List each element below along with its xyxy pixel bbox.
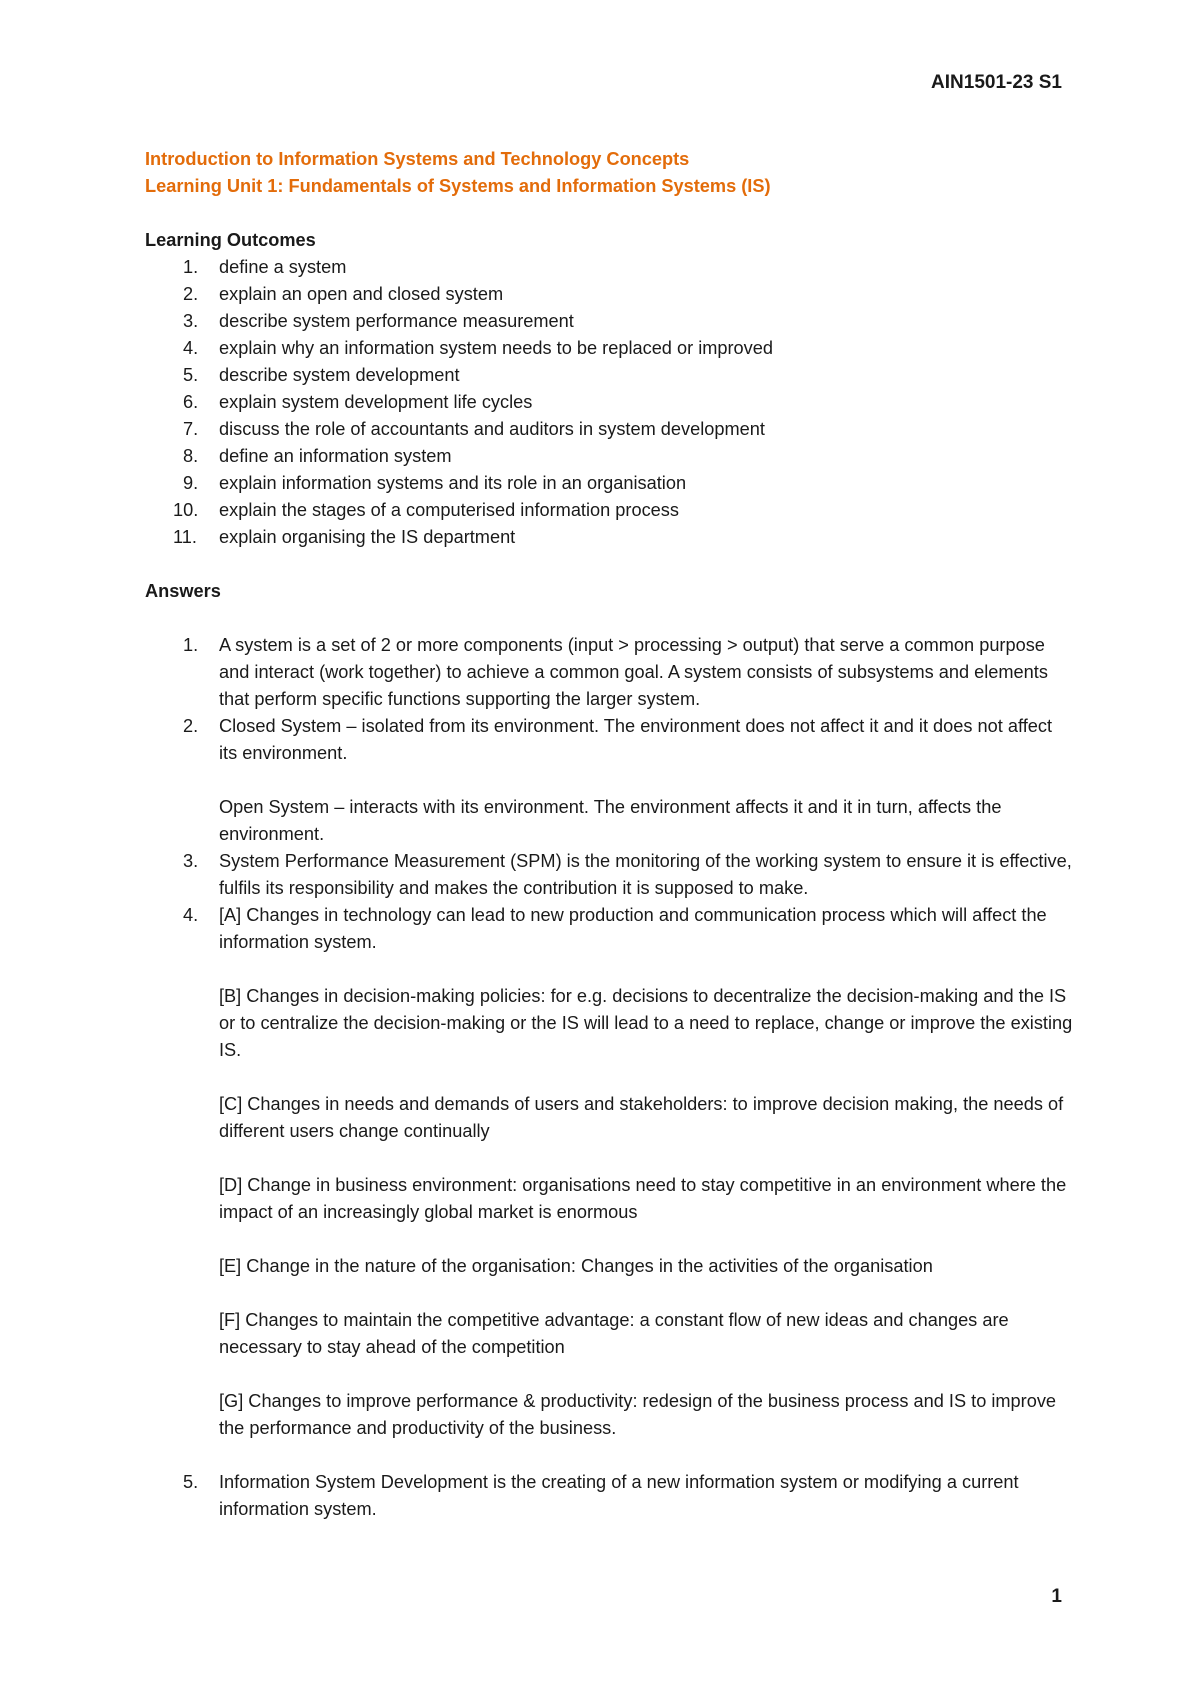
answer-paragraph: [E] Change in the nature of the organisation: Changes in the activities of the organisation (219, 1256, 933, 1276)
list-item: 2. explain an open and closed system (183, 284, 504, 304)
answer-paragraph: System Performance Measurement (SPM) is the monitoring of the working system to ensure it is effective, fulfils its responsibility and makes the contribution it is supposed to make. (219, 851, 1072, 898)
answer-paragraph: [F] Changes to maintain the competitive advantage: a constant flow of new ideas and changes are necessary to stay ahead of the competition (219, 1310, 1009, 1357)
page-number: 1 (1051, 1586, 1062, 1607)
answer-paragraph: Closed System – isolated from its environment. The environment does not affect it and it does not affect its environment. (219, 716, 1053, 763)
document-content (145, 146, 1075, 1523)
learning-unit-title: Learning Unit 1: Fundamentals of Systems and Information Systems (IS) (145, 176, 771, 196)
list-item: 7. discuss the role of accountants and auditors in system development (183, 419, 765, 439)
answer-paragraph: Information System Development is the creating of a new information system or modifying a current information system. (219, 1472, 1019, 1519)
list-item: 4. explain why an information system needs to be replaced or improved (183, 338, 773, 358)
list-item: 5. describe system development (183, 365, 460, 385)
document-title: Introduction to Information Systems and Technology Concepts (145, 149, 690, 169)
list-item: 10. explain the stages of a computerised information process (173, 500, 679, 520)
list-item: 8. define an information system (183, 446, 452, 466)
answer-paragraph: Open System – interacts with its environment. The environment affects it and it in turn, affects the environment. (219, 797, 1002, 844)
answer-paragraph: [D] Change in business environment: organisations need to stay competitive in an environment where the impact of an increasingly global market is enormous (219, 1175, 1067, 1222)
answer-4: 4. [A] Changes in technology can lead to new production and communication process which will affect the information system. [B] Changes in decision-making policies: for e.g. decisions to decentralize the decision-making and the IS or to centralize the decision-making or the IS will lead to a need to replace, change or improve the existing IS. [C] Changes in needs and demands of users and stakeholders: to improve decision making, the needs of different users change continually [D] Change in business environment: organisations need to stay competitive in an environment where the impact of an increasingly global market is enormous [E] Change in the nature of the organisation: Changes in the activities of the organisation [F] Changes to maintain the competitive advantage: a constant flow of new ideas and changes are necessary to stay ahead of the competition [G] Changes to improve performance & productivity: redesign of the business process and IS to improve the performance and productivity of the business. (145, 902, 1075, 1442)
answer-2: 2. Closed System – isolated from its environment. The environment does not affect it and it does not affect its environment. Open System – interacts with its environment. The environment affects it and it in turn, affects the environment. (145, 713, 1075, 848)
list-item: 1. define a system (183, 257, 347, 277)
answer-paragraph: [B] Changes in decision-making policies: for e.g. decisions to decentralize the decision-making and the IS or to centralize the decision-making or the IS will lead to a need to replace, change or improve the existing IS. (219, 986, 1073, 1060)
list-item: 11. explain organising the IS department (173, 527, 516, 547)
list-item: 6. explain system development life cycles (183, 392, 533, 412)
answer-paragraph: [G] Changes to improve performance & productivity: redesign of the business process and IS to improve the performance and productivity of the business. (219, 1391, 1057, 1438)
answer-3: 3. System Performance Measurement (SPM) is the monitoring of the working system to ensure it is effective, fulfils its responsibility and makes the contribution it is supposed to make. (145, 848, 1075, 902)
list-item: 3. describe system performance measurement (183, 311, 574, 331)
answers-heading: Answers (145, 581, 221, 601)
list-item: 9. explain information systems and its role in an organisation (183, 473, 687, 493)
answer-paragraph: [C] Changes in needs and demands of users and stakeholders: to improve decision making, the needs of different users change continually (219, 1094, 1064, 1141)
learning-outcomes-heading: Learning Outcomes (145, 230, 316, 250)
answer-paragraph: [A] Changes in technology can lead to new production and communication process which will affect the information system. (219, 905, 1047, 952)
learning-outcomes-list (145, 254, 1075, 551)
answers-list (145, 632, 1075, 1523)
answer-1: 1. A system is a set of 2 or more components (input > processing > output) that serve a common purpose and interact (work together) to achieve a common goal. A system consists of subsystems and elements that perform specific functions supporting the larger system. (145, 632, 1075, 713)
answer-5: 5. Information System Development is the creating of a new information system or modifying a current information system. (145, 1469, 1075, 1523)
course-code: AIN1501-23 S1 (931, 72, 1062, 93)
answer-paragraph: A system is a set of 2 or more components (input > processing > output) that serve a common purpose and interact (work together) to achieve a common goal. A system consists of subsystems and elements that perform specific functions supporting the larger system. (219, 635, 1048, 709)
